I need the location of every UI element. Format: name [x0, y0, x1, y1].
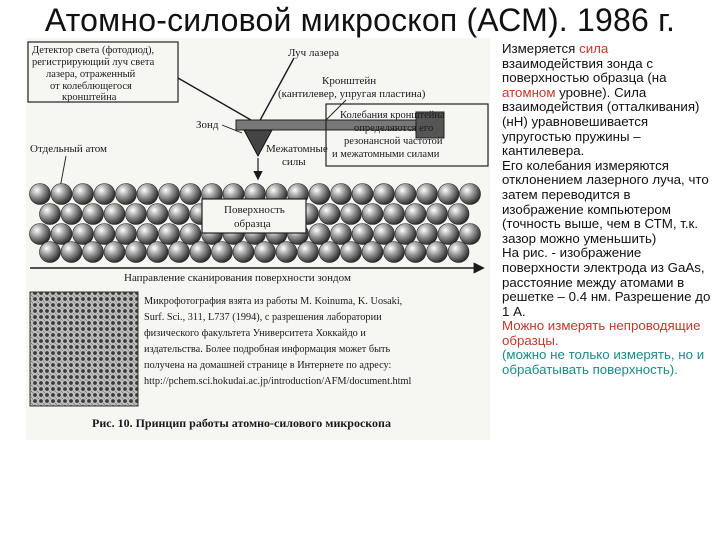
p1-text-b: взаимодействия зонда с поверхностью образца (на	[502, 55, 667, 86]
atom	[362, 204, 383, 225]
detector-label: Детектор света (фотодиод), регистрирующий луч света лазера, отраженный от колеблющегося кронштейна	[32, 45, 155, 103]
atom	[126, 242, 147, 263]
atom	[61, 242, 82, 263]
atom	[147, 204, 168, 225]
atom	[83, 242, 104, 263]
p1-highlight-atomic: атомном	[502, 84, 556, 100]
description-paragraph-3: На рис. - изображение поверхности электрода из GaAs, расстояние между атомами в решетке – 0.4 нм. Разрешение до 1 А.	[502, 245, 711, 319]
atom	[159, 224, 180, 245]
atom	[51, 184, 72, 205]
single-atom-label: Отдельный атом	[30, 143, 108, 155]
description-paragraph-1	[502, 42, 712, 159]
micrograph-credits: Микрофотография взята из работы M. Koinuma, K. Uosaki, Surf. Sci., 311, L737 (1994), с разрешения лаборатории физического факультета Университета Хоккайдо и издательства. Более подробная информация может быть получена на домашней странице в Интернете по адресу: http://pchem.sci.hokudai.ac.jp/introduction/AFM/document.html	[144, 296, 412, 387]
atom	[190, 242, 211, 263]
reflected-beam	[178, 78, 258, 124]
atom	[212, 242, 233, 263]
atom	[448, 242, 469, 263]
atom	[405, 242, 426, 263]
p1-text-c: уровне). Сила взаимодействия (отталкивания) (нН) уравновешивается упругостью пружины – кантилевера.	[502, 84, 700, 159]
single-atom-pointer	[60, 156, 66, 188]
atom	[319, 242, 340, 263]
atom	[94, 224, 115, 245]
description-paragraph-4: Можно измерять непроводящие образцы.	[502, 318, 701, 348]
atom	[180, 184, 201, 205]
atom	[374, 224, 395, 245]
atom	[417, 184, 438, 205]
micrograph-image	[30, 292, 138, 406]
atom	[331, 224, 352, 245]
atom	[352, 184, 373, 205]
atom	[180, 224, 201, 245]
atom	[169, 204, 190, 225]
atom	[362, 242, 383, 263]
atom	[448, 204, 469, 225]
atom	[374, 184, 395, 205]
atom	[309, 184, 330, 205]
description-paragraph-2: Его колебания измеряются отклонением лазерного луча, что затем переводится в изображение компьютером (точность выше, чем в СТМ, т.к. зазор можно уменьшить)	[502, 157, 709, 246]
atom	[460, 184, 481, 205]
atom	[40, 204, 61, 225]
atom	[73, 184, 94, 205]
atom	[83, 204, 104, 225]
atom	[427, 242, 448, 263]
atom	[405, 204, 426, 225]
atom	[104, 242, 125, 263]
p1-text-a: Измеряется	[502, 41, 580, 56]
atom	[169, 242, 190, 263]
atom	[331, 184, 352, 205]
afm-diagram-figure	[26, 38, 490, 440]
description-paragraph-5: (можно не только измерять, но и обрабатывать поверхность).	[502, 347, 705, 378]
figure-caption: Рис. 10. Принцип работы атомно-силового микроскопа	[92, 416, 391, 430]
atom	[319, 204, 340, 225]
atom	[341, 242, 362, 263]
atom	[233, 242, 254, 263]
atom	[30, 184, 51, 205]
bracket-label: Кронштейн (кантилевер, упругая пластина)	[278, 75, 426, 100]
p1-highlight-force: сила	[579, 41, 609, 56]
atom	[352, 224, 373, 245]
probe-label: Зонд	[196, 119, 219, 131]
atom	[61, 204, 82, 225]
atom	[137, 184, 158, 205]
atom	[298, 242, 319, 263]
atom	[40, 242, 61, 263]
atom	[341, 204, 362, 225]
afm-diagram	[26, 38, 490, 440]
atom	[427, 204, 448, 225]
scan-direction-label: Направление сканирования поверхности зондом	[124, 272, 351, 284]
vibration-label: Колебания кронштейна определяются его резонансной частотой и межатомными силами	[332, 110, 445, 160]
atom	[255, 242, 276, 263]
atom	[94, 184, 115, 205]
atom	[73, 224, 94, 245]
interatomic-label: Межатомные силы	[266, 143, 328, 168]
surface-label: Поверхность образца	[224, 204, 285, 230]
atom	[116, 184, 137, 205]
atom	[438, 224, 459, 245]
atom	[104, 204, 125, 225]
atom	[417, 224, 438, 245]
atom	[137, 224, 158, 245]
atom	[460, 224, 481, 245]
atom	[30, 224, 51, 245]
atom	[126, 204, 147, 225]
atom	[384, 242, 405, 263]
atom	[276, 242, 297, 263]
atom	[51, 224, 72, 245]
atom	[159, 184, 180, 205]
atom	[395, 184, 416, 205]
slide-title: Атомно-силовой микроскоп (АСМ). 1986 г.	[44, 2, 676, 38]
laser-label: Луч лазера	[288, 47, 339, 59]
atom	[116, 224, 137, 245]
atom	[309, 224, 330, 245]
description-text	[502, 42, 712, 378]
atom	[384, 204, 405, 225]
atom	[395, 224, 416, 245]
atom	[147, 242, 168, 263]
atom	[438, 184, 459, 205]
